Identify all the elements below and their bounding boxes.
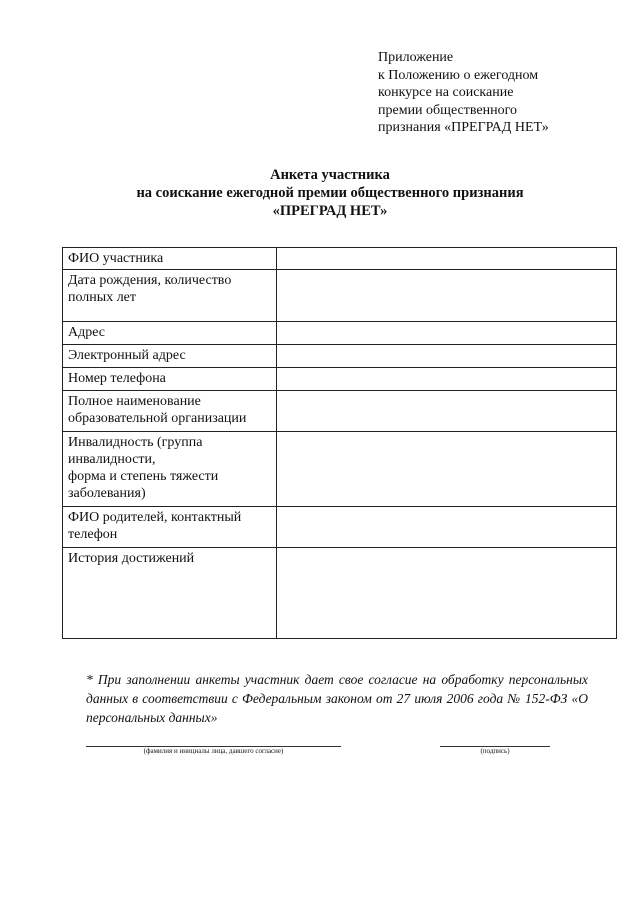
appendix-line: конкурсе на соискание (378, 85, 514, 100)
table-row (63, 391, 617, 432)
row-label: ФИО родителей, контактный телефон (63, 507, 277, 548)
row-label: Инвалидность (группа инвалидности, форма и степень тяжести заболевания) (63, 432, 277, 507)
form-title-line: на соискание ежегодной премии общественного признания (136, 185, 524, 201)
row-value-field[interactable] (277, 432, 617, 507)
table-row (63, 432, 617, 507)
table-row (63, 345, 617, 368)
row-value-field[interactable] (277, 248, 617, 270)
row-label: Номер телефона (63, 368, 277, 391)
table-row (63, 368, 617, 391)
appendix-line: Приложение (378, 50, 454, 65)
row-value-field[interactable] (277, 507, 617, 548)
table-row (63, 322, 617, 345)
table-row (63, 270, 617, 322)
row-label: ФИО участника (63, 248, 277, 270)
name-signature-caption: (фамилия и инициалы лица, давшего согласие) (143, 747, 284, 755)
appendix-line: премии общественного (378, 102, 517, 118)
table-row (63, 548, 617, 639)
row-label: Адрес (63, 322, 277, 345)
form-title-line: Анкета участника (270, 167, 390, 183)
form-title-line: «ПРЕГРАД НЕТ» (272, 203, 388, 219)
appendix-line: к Положению о ежегодном (378, 67, 539, 83)
questionnaire-table (62, 247, 617, 639)
table-row (63, 248, 617, 270)
row-value-field[interactable] (277, 368, 617, 391)
row-label: Полное наименование образовательной организации (63, 391, 277, 432)
form-title (60, 166, 600, 220)
appendix-note (378, 49, 618, 137)
row-value-field[interactable] (277, 345, 617, 368)
table-row (63, 507, 617, 548)
signature-caption: (подпись) (480, 747, 510, 755)
consent-footnote: * При заполнении анкеты участник дает свое согласие на обработку персональных данных в соответствии с Федеральным законом от 27 июля 2006 года № 152-ФЗ «О персональных данных» (86, 672, 588, 725)
row-label: Дата рождения, количество полных лет (63, 270, 277, 322)
row-value-field[interactable] (277, 548, 617, 639)
row-value-field[interactable] (277, 322, 617, 345)
row-label: Электронный адрес (63, 345, 277, 368)
row-value-field[interactable] (277, 270, 617, 322)
row-label: История достижений (63, 548, 277, 639)
row-value-field[interactable] (277, 391, 617, 432)
appendix-line: признания «ПРЕГРАД НЕТ» (378, 120, 549, 135)
